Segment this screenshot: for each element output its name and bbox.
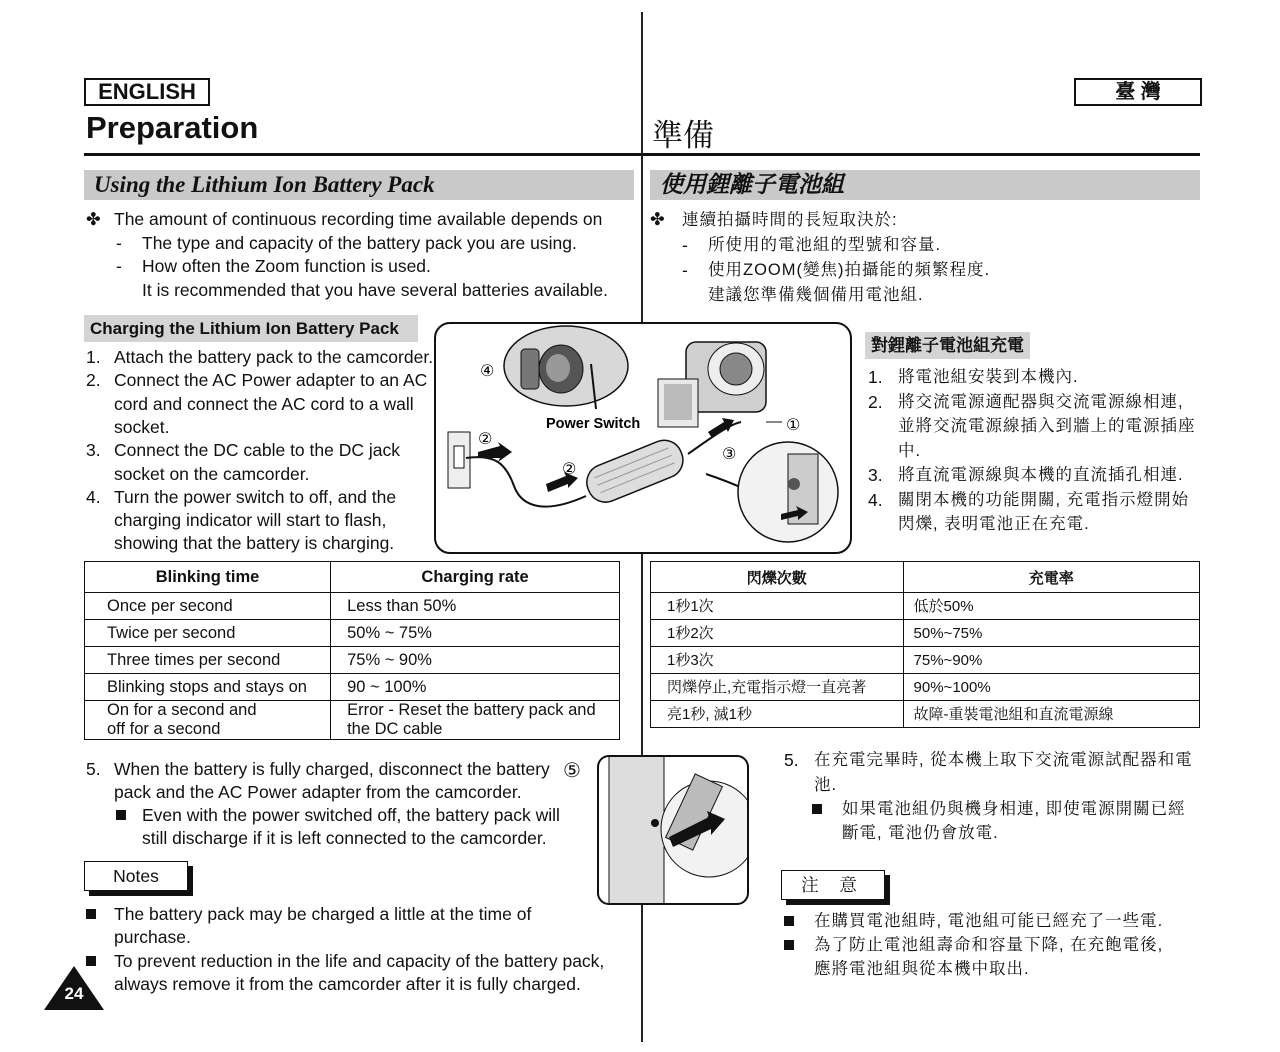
step-text-zh: 閃爍, 表明電池正在充電. bbox=[898, 515, 1090, 533]
step5-number-en: 5. bbox=[86, 759, 101, 779]
section-title-en: Using the Lithium Ion Battery Pack bbox=[94, 172, 435, 197]
blinking-table-zh bbox=[650, 561, 1200, 728]
intro-dash-1: - bbox=[116, 233, 122, 253]
note-text-en: The battery pack may be charged a little at the time of bbox=[114, 904, 532, 924]
step-text-en: socket on the camcorder. bbox=[114, 463, 310, 484]
square-bullet bbox=[812, 798, 836, 821]
intro-note-zh: 建議您準備幾個備用電池組. bbox=[708, 286, 924, 304]
step5-text-en: When the battery is fully charged, disconnect the battery bbox=[114, 759, 550, 779]
charging-diagram bbox=[434, 322, 852, 554]
table-cell: Error - Reset the battery pack and the DC cable bbox=[331, 701, 620, 740]
intro-dash-zh-1: - bbox=[682, 235, 688, 255]
table-row bbox=[85, 647, 620, 674]
table-cell: Less than 50% bbox=[331, 593, 620, 620]
step-text-en: Attach the battery pack to the camcorder. bbox=[114, 347, 434, 367]
page-number: 24 bbox=[64, 984, 84, 1003]
step-text-zh: 將電池組安裝到本機內. bbox=[898, 368, 1079, 386]
note-bullet-en bbox=[86, 903, 110, 926]
table-header-row bbox=[85, 562, 620, 593]
note-text-zh: 應將電池組與從本機中取出. bbox=[814, 960, 1030, 978]
table-row bbox=[85, 593, 620, 620]
table-cell: 75% ~ 90% bbox=[331, 647, 620, 674]
step-number-zh: 3. bbox=[868, 465, 883, 485]
note-bullet-zh bbox=[784, 934, 808, 957]
note-text-en: always remove it from the camcorder after it is fully charged. bbox=[114, 973, 581, 994]
table-cell: Three times per second bbox=[85, 647, 331, 674]
step-text-en: showing that the battery is charging. bbox=[114, 533, 395, 554]
table-header-cell: 充電率 bbox=[903, 562, 1199, 593]
step-number-en: 1. bbox=[86, 347, 101, 367]
table-row bbox=[85, 674, 620, 701]
table-cell: 1秒3次 bbox=[651, 647, 904, 674]
intro-dash-2: - bbox=[116, 256, 122, 276]
notes-label-zh: 注 意 bbox=[781, 870, 885, 900]
callout-1: ① bbox=[786, 415, 801, 434]
table-cell: 故障-重裝電池組和直流電源線 bbox=[903, 701, 1199, 728]
table-row bbox=[651, 647, 1200, 674]
step5-sub-en: still discharge if it is left connected to the camcorder. bbox=[142, 828, 547, 849]
step-text-en: Turn the power switch to off, and the bbox=[114, 486, 397, 507]
table-cell: 50% ~ 75% bbox=[331, 620, 620, 647]
table-cell: 1秒2次 bbox=[651, 620, 904, 647]
note-bullet-zh bbox=[784, 910, 808, 933]
table-header-cell: Charging rate bbox=[331, 562, 620, 593]
square-bullet bbox=[116, 804, 140, 827]
intro-note-en: It is recommended that you have several batteries available. bbox=[142, 280, 608, 300]
table-row bbox=[651, 620, 1200, 647]
table-cell: 低於50% bbox=[903, 593, 1199, 620]
step-number-zh: 4. bbox=[868, 489, 883, 510]
table-header-cell: 閃爍次數 bbox=[651, 562, 904, 593]
note-text-zh: 在購買電池組時, 電池組可能已經充了一些電. bbox=[814, 912, 1164, 930]
step-number-en: 4. bbox=[86, 486, 101, 507]
callout-4: ④ bbox=[480, 361, 495, 380]
intro-dash-zh-2: - bbox=[682, 260, 688, 280]
step-text-en: cord and connect the AC cord to a wall bbox=[114, 393, 414, 414]
battery-removal-diagram bbox=[597, 755, 749, 905]
note-text-en: purchase. bbox=[114, 927, 191, 948]
table-cell: 亮1秒, 滅1秒 bbox=[651, 701, 904, 728]
step-text-zh: 並將交流電源線插入到牆上的電源插座 bbox=[898, 417, 1196, 435]
step-text-zh: 中. bbox=[898, 441, 922, 460]
step5-sub-zh: 斷電, 電池仍會放電. bbox=[842, 824, 999, 842]
callout-2a: ② bbox=[478, 429, 493, 448]
table-cell: 75%~90% bbox=[903, 647, 1199, 674]
step-text-en: charging indicator will start to flash, bbox=[114, 510, 387, 531]
language-tag-en: ENGLISH bbox=[84, 78, 210, 106]
intro-lead-en: The amount of continuous recording time available depends on bbox=[114, 209, 603, 229]
step-text-en: socket. bbox=[114, 416, 170, 437]
step5-number-zh: 5. bbox=[784, 750, 799, 770]
table-cell: Blinking stops and stays on bbox=[85, 674, 331, 701]
step5-sub-zh: 如果電池組仍與機身相連, 即使電源開關已經 bbox=[842, 800, 1186, 818]
power-switch-label: Power Switch bbox=[546, 416, 641, 432]
callout-2b: ② bbox=[562, 459, 577, 478]
intro-bullet-en: ✤ bbox=[86, 209, 101, 229]
notes-label-en: Notes bbox=[84, 861, 188, 891]
step-text-zh: 將交流電源適配器與交流電源線相連, bbox=[898, 392, 1184, 411]
battery-removal-illustration bbox=[599, 757, 747, 903]
charging-heading-en: Charging the Lithium Ion Battery Pack bbox=[84, 315, 418, 342]
intro-item-en-1: The type and capacity of the battery pack you are using. bbox=[142, 233, 577, 253]
step-text-zh: 將直流電源線與本機的直流插孔相連. bbox=[898, 466, 1184, 484]
table-cell: 閃爍停止,充電指示燈一直亮著 bbox=[651, 674, 904, 701]
table-row bbox=[651, 593, 1200, 620]
step-text-en: Connect the AC Power adapter to an AC bbox=[114, 370, 428, 391]
header-rule-left bbox=[84, 153, 641, 156]
note-text-zh: 為了防止電池組壽命和容量下降, 在充飽電後, bbox=[814, 936, 1164, 954]
step-number-en: 3. bbox=[86, 440, 101, 461]
header-rule-right bbox=[643, 153, 1200, 156]
table-cell: On for a second and off for a second bbox=[85, 701, 331, 740]
step-number-zh: 1. bbox=[868, 367, 883, 387]
table-cell: 90 ~ 100% bbox=[331, 674, 620, 701]
table-row bbox=[651, 701, 1200, 728]
section-bar-zh bbox=[650, 170, 1200, 200]
step-text-en: Connect the DC cable to the DC jack bbox=[114, 440, 400, 461]
callout-5: ⑤ bbox=[563, 760, 581, 782]
section-bar-en bbox=[84, 170, 634, 200]
intro-item-zh-1: 所使用的電池組的型號和容量. bbox=[708, 236, 942, 254]
callout-3: ③ bbox=[722, 444, 737, 463]
table-cell: 1秒1次 bbox=[651, 593, 904, 620]
table-row bbox=[651, 674, 1200, 701]
charging-heading-zh: 對鋰離子電池組充電 bbox=[865, 332, 1030, 359]
blinking-table-en bbox=[84, 561, 620, 740]
table-row bbox=[85, 701, 620, 740]
step-text-zh: 關閉本機的功能開關, 充電指示燈開始 bbox=[898, 490, 1190, 509]
table-row bbox=[85, 620, 620, 647]
table-cell: Twice per second bbox=[85, 620, 331, 647]
table-cell: 90%~100% bbox=[903, 674, 1199, 701]
page-title-en: Preparation bbox=[86, 110, 259, 145]
table-cell: 50%~75% bbox=[903, 620, 1199, 647]
page-title-zh: 準備 bbox=[652, 118, 714, 153]
intro-item-en-2: How often the Zoom function is used. bbox=[142, 256, 431, 276]
intro-lead-zh: 連續拍攝時間的長短取決於: bbox=[682, 211, 898, 229]
charging-illustration bbox=[436, 324, 850, 552]
table-cell: Once per second bbox=[85, 593, 331, 620]
table-header-cell: Blinking time bbox=[85, 562, 331, 593]
intro-bullet-zh: ✤ bbox=[650, 209, 665, 229]
step-number-en: 2. bbox=[86, 370, 101, 391]
step-number-zh: 2. bbox=[868, 391, 883, 412]
step5-text-en: pack and the AC Power adapter from the camcorder. bbox=[114, 782, 522, 803]
language-tag-zh: 臺 灣 bbox=[1074, 78, 1202, 106]
note-text-en: To prevent reduction in the life and capacity of the battery pack, bbox=[114, 950, 605, 971]
step5-sub-en: Even with the power switched off, the battery pack will bbox=[142, 805, 560, 825]
step5-text-zh: 在充電完畢時, 從本機上取下交流電源試配器和電 bbox=[814, 751, 1193, 769]
table-header-row bbox=[651, 562, 1200, 593]
step5-text-zh: 池. bbox=[814, 776, 838, 794]
section-title-zh: 使用鋰離子電池組 bbox=[660, 172, 844, 197]
intro-item-zh-2: 使用ZOOM(變焦)拍攝能的頻繁程度. bbox=[708, 261, 991, 279]
